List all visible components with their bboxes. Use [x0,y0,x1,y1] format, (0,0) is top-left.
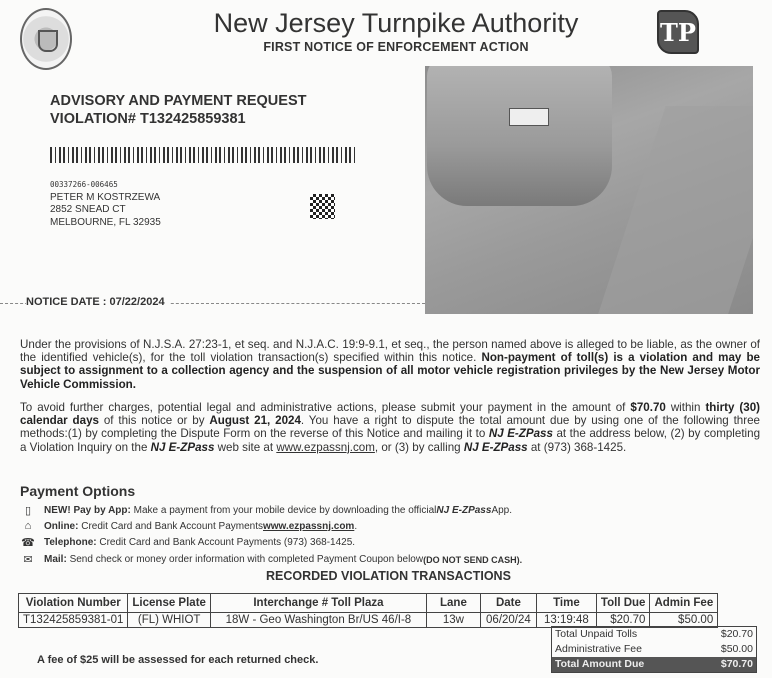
col-license-plate: License Plate [128,594,211,613]
text: at (973) 368-1425. [527,440,627,454]
option-label: NEW! Pay by App: [44,505,131,516]
postal-barcode [50,147,356,163]
option-text: Make a payment from your mobile device by downloading the official [133,505,437,516]
cell-violation-number: T132425859381-01 [19,613,128,628]
cell-license-plate: (FL) WHIOT [128,613,211,628]
page-title: New Jersey Turnpike Authority [213,8,579,38]
notice-date: NOTICE DATE : 07/22/2024 [26,296,169,308]
text: of this notice or by [98,414,210,428]
text: , or (3) by calling [374,440,464,454]
no-cash-note: (DO NOT SEND CASH). [423,554,523,565]
cell-admin-fee: $50.00 [650,613,718,628]
option-text: Credit Card and Bank Account Payments [81,520,263,532]
payment-option-telephone [20,536,355,549]
option-text: App. [491,505,513,516]
option-label: Online: [44,520,79,532]
total-value: $50.00 [720,643,753,655]
ezpass-website-link[interactable]: www.ezpassnj.com [263,520,355,532]
page-subtitle: FIRST NOTICE OF ENFORCEMENT ACTION [263,40,529,54]
ezpass-name: NJ E-ZPass [488,427,553,441]
option-text: Credit Card and Bank Account Payments (973) 368-1425. [99,537,356,548]
vehicle-photo [425,66,753,314]
datamatrix-code [310,194,335,219]
option-text: Send check or money order information with completed Payment Coupon below [69,554,424,565]
nj-turnpike-logo-icon: TP [657,10,699,54]
violation-transactions-table [18,593,718,628]
option-label: Mail: [44,554,67,565]
mouse-icon: ⌂ [24,520,32,532]
cell-toll-due: $20.70 [596,613,650,628]
col-violation-number: Violation Number [19,594,128,613]
administrative-fee-row [552,642,756,657]
ezpass-name: NJ E-ZPass [150,440,215,454]
col-date: Date [480,594,536,613]
ezpass-name: NJ E-ZPass [436,505,492,516]
photo-car [427,66,612,206]
payment-paragraph [20,401,760,454]
total-label: Total Amount Due [555,658,645,670]
cell-lane: 13w [426,613,480,628]
photo-license-plate [509,108,549,126]
photo-curb [594,106,753,314]
advisory-block [50,92,306,128]
legal-warning: Non-payment of toll(s) is a violation and may be subject to assignment to a collection agency and the suspension of all motor vehicle registration privileges by the New Jersey Motor Vehicle Commission. [20,351,760,391]
deadline-days: thirty (30) calendar days [20,401,761,428]
col-toll-plaza: Interchange # Toll Plaza [210,594,426,613]
payment-option-app [20,504,512,517]
mail-icon: ✉ [23,554,33,566]
total-value: $70.70 [720,658,753,670]
payment-options-heading: Payment Options [20,483,136,499]
mobile-phone-icon: ▯ [24,505,32,517]
total-label: Administrative Fee [555,643,642,655]
total-label: Total Unpaid Tolls [555,628,638,640]
deadline-date: August 21, 2024 [209,414,301,428]
text: within [665,401,706,414]
recipient-name: PETER M KOSTRZEWA [50,191,161,203]
col-toll-due: Toll Due [596,594,650,613]
returned-check-note: A fee of $25 will be assessed for each returned check. [37,654,319,666]
text: To avoid further charges, potential legal and administrative actions, please submit your payment in the amount of [20,401,631,414]
advisory-heading: ADVISORY AND PAYMENT REQUEST [50,93,307,109]
col-lane: Lane [426,594,480,613]
telephone-icon: ☎ [21,537,35,549]
total-value: $20.70 [720,628,753,640]
option-text: . [354,520,358,532]
cell-toll-plaza: 18W - Geo Washington Br/US 46/I-8 [210,613,426,628]
cell-time: 13:19:48 [536,613,596,628]
payment-option-mail [20,553,522,566]
total-unpaid-tolls-row [552,627,756,642]
mail-code: 00337266-006465 [50,180,118,189]
ezpass-name: NJ E-ZPass [463,440,528,454]
text: . You have a right to dispute the total amount due by using one of the following three methods:(1) by completing the Dispute Form on the reverse of this Notice and mailing it to [20,414,760,441]
col-admin-fee: Admin Fee [650,594,718,613]
legal-paragraph [20,338,760,391]
recipient-city: MELBOURNE, FL 32935 [50,216,161,228]
payment-option-online [20,520,357,532]
violation-number: VIOLATION# T132425859381 [50,111,246,127]
recipient-address [50,179,161,229]
transactions-heading: RECORDED VIOLATION TRANSACTIONS [266,569,511,583]
cell-date: 06/20/24 [480,613,536,628]
legal-text: Under the provisions of N.J.S.A. 27:23-1, et seq. and N.J.A.C. 19:9-9.1, et seq., the person named above is alleged to be liable, as the owner of the identified vehicle(s), for the toll violation transaction(s) specified within this notice. [20,338,760,365]
col-time: Time [536,594,596,613]
amount-due: $70.70 [630,401,666,414]
total-amount-due-row [552,657,756,672]
ezpass-website-link[interactable]: www.ezpassnj.com [276,440,375,454]
recipient-street: 2852 SNEAD CT [50,204,126,215]
option-label: Telephone: [44,537,97,548]
text: at the address below, (2) by completing a Violation Inquiry on the [20,427,761,454]
table-header-row [19,594,718,613]
text: web site at [214,440,277,454]
totals-box [551,626,757,673]
